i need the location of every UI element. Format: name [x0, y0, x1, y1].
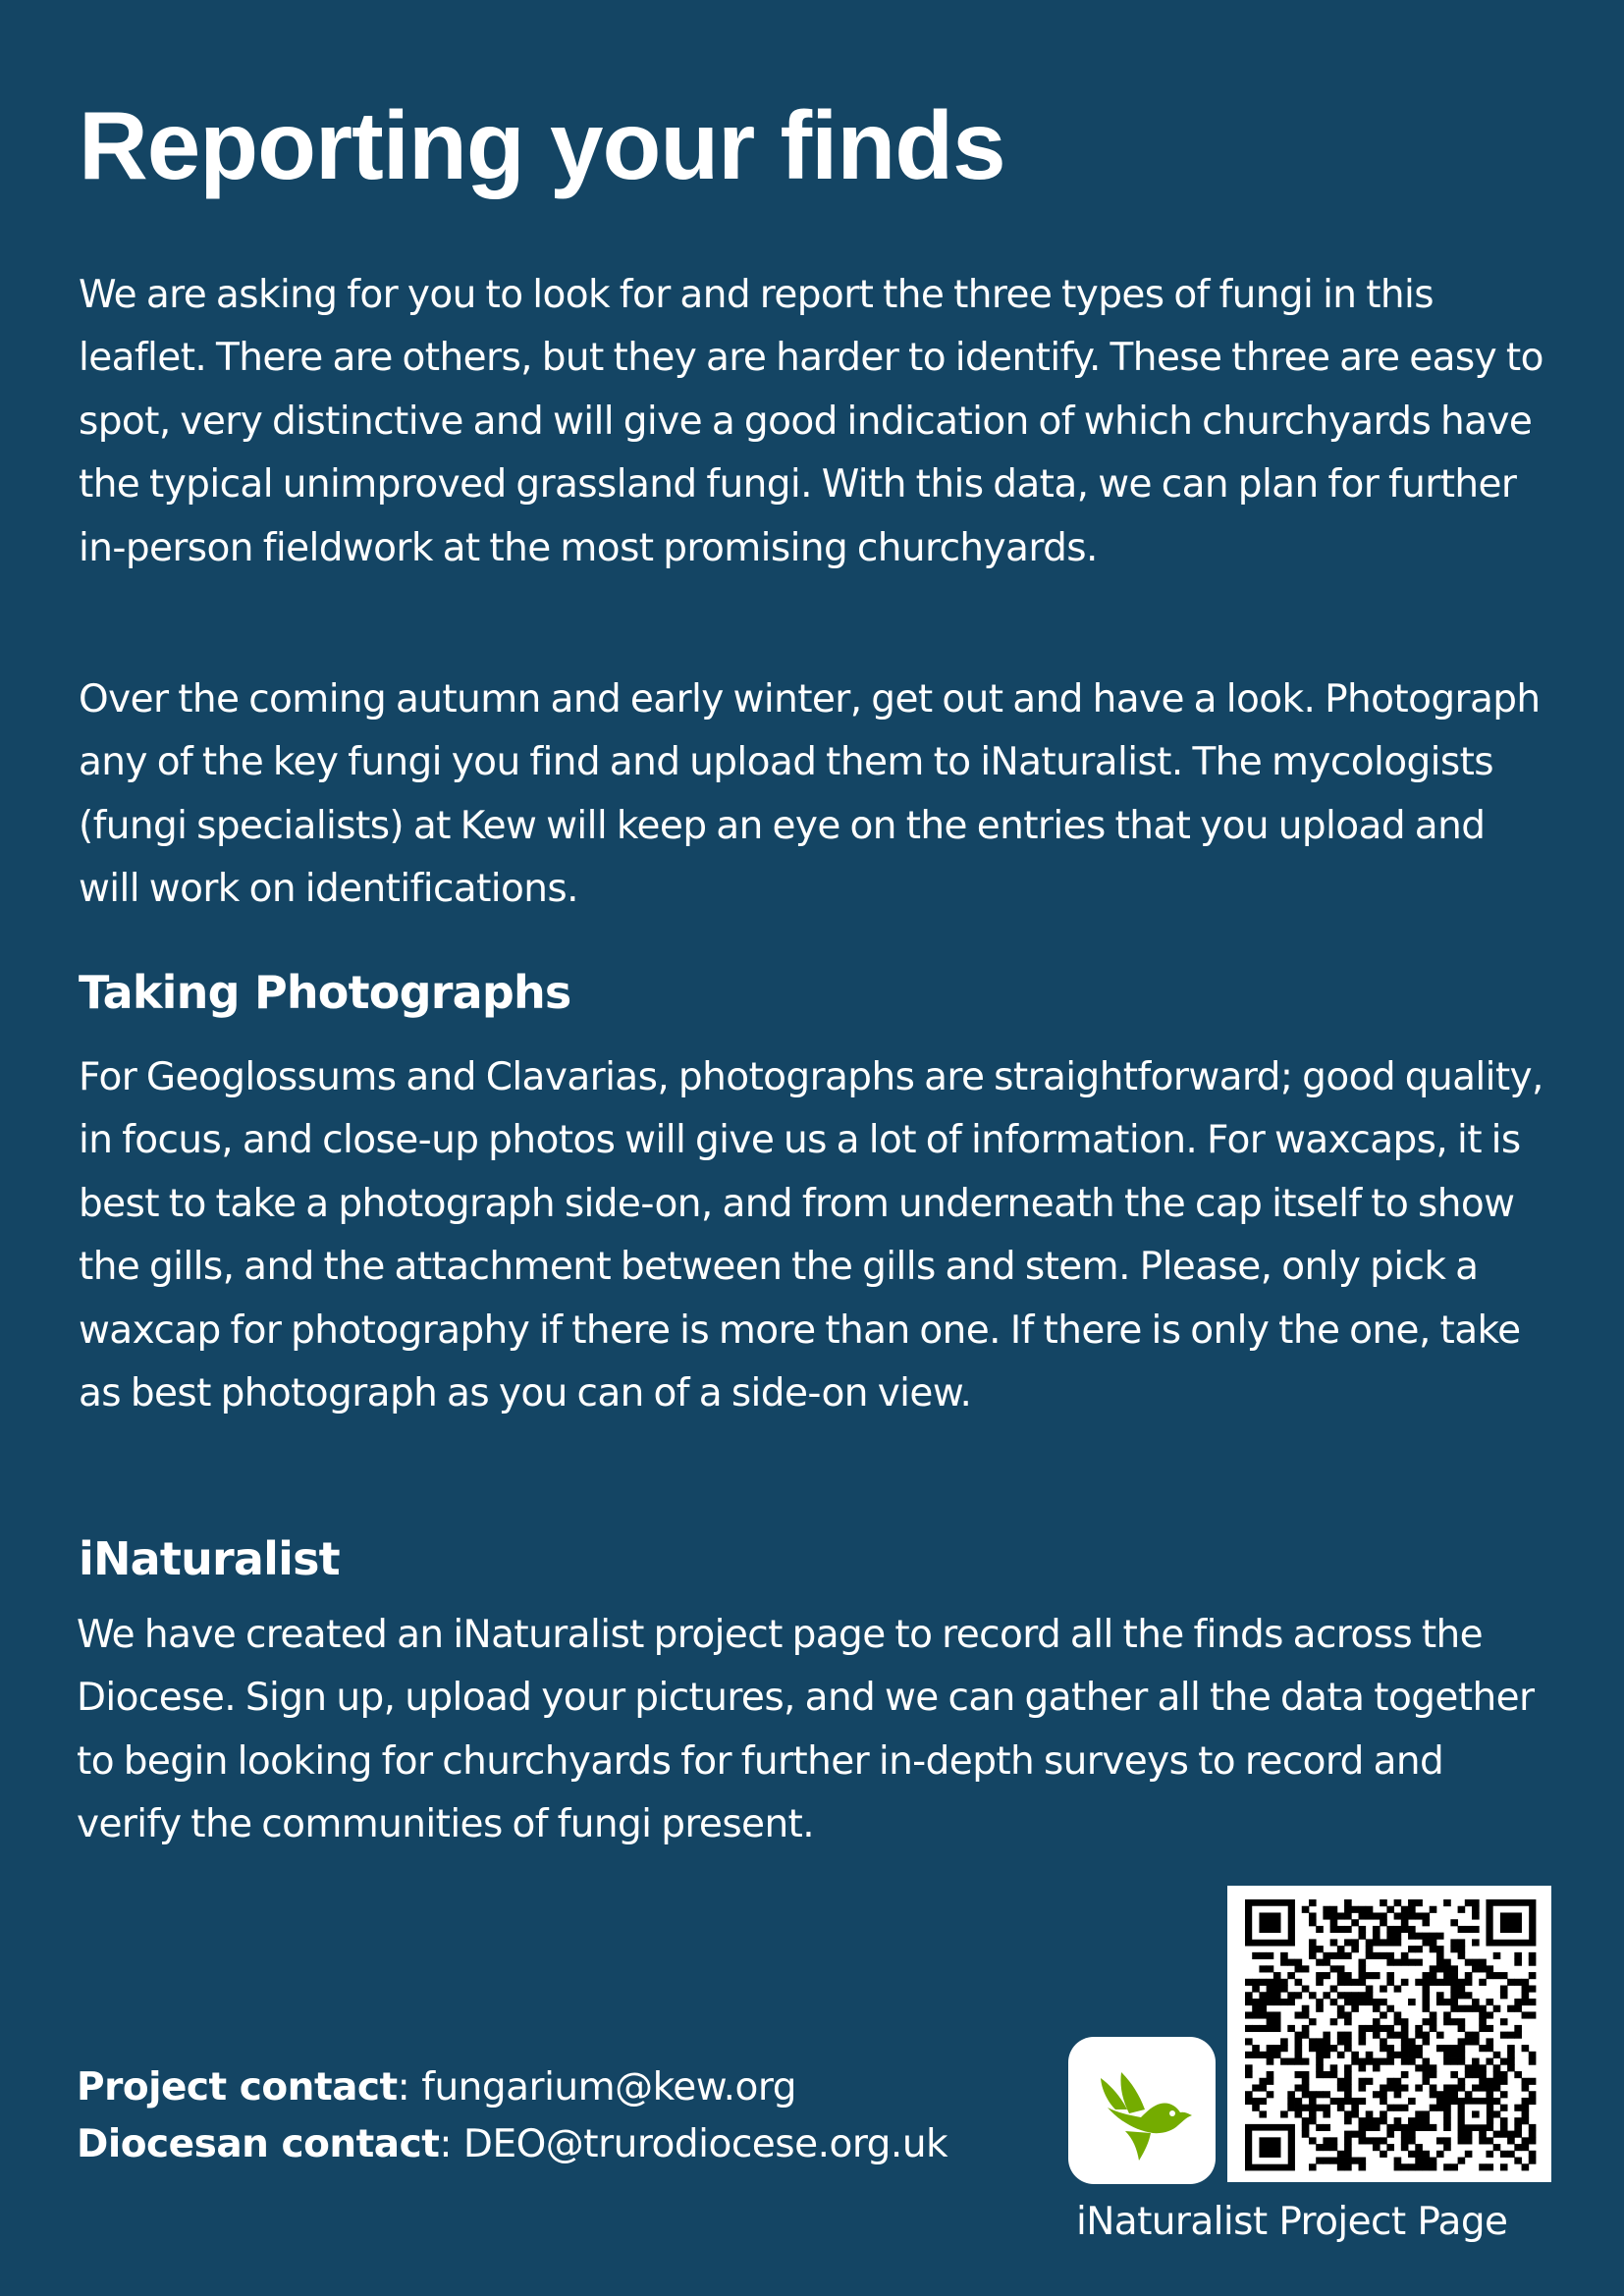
inaturalist-text: We have created an iNaturalist project page to record all the finds across the Diocese. Sign up, upload your pictures, and we can gather all the data together to begin looking for churchyards for further in-depth surveys to record and verify the communities of fungi present. [77, 1613, 1535, 1847]
qr-caption: iNaturalist Project Page [1076, 2200, 1508, 2244]
contacts-block [77, 2059, 947, 2173]
photographs-text: For Geoglossums and Clavarias, photographs are straightforward; good quality, in focus, and close-up photos will give us a lot of information. For waxcaps, it is best to take a photograph side-on, and from underneath the cap itself to show the gills, and the attachment between the gills and stem. Please, only pick a waxcap for photography if there is more than one. If there is only the one, take as best photograph as you can of a side-on view. [79, 1055, 1543, 1416]
inaturalist-heading: iNaturalist [79, 1532, 340, 1585]
project-contact: Project contact: fungarium@kew.org [77, 2065, 796, 2109]
intro-paragraph-2: Over the coming autumn and early winter, get out and have a look. Photograph any of the key fungi you find and upload them to iNaturalist. The mycologists (fungi specialists) at Kew will keep an eye on the entries that you upload and will work on identifications. [79, 677, 1541, 912]
diocesan-contact: Diocesan contact: DEO@trurodiocese.org.uk [77, 2122, 948, 2166]
project-contact-email[interactable]: fungarium@kew.org [421, 2065, 796, 2109]
intro-paragraph-1: We are asking for you to look for and report the three types of fungi in this leaflet. There are others, but they are harder to identify. These three are easy to spot, very distinctive and will give a good indication of which churchyards have the typical unimproved grassland fungi. With this data, we can plan for further in-person fieldwork at the most promising churchyards. [79, 273, 1543, 570]
inaturalist-bird-icon [1068, 2037, 1216, 2184]
photographs-heading: Taking Photographs [79, 966, 571, 1019]
qr-code[interactable] [1227, 1886, 1551, 2182]
project-contact-label: Project contact [77, 2065, 398, 2109]
page-title: Reporting your finds [79, 91, 1005, 199]
diocesan-contact-email[interactable]: DEO@trurodiocese.org.uk [462, 2122, 948, 2166]
diocesan-contact-label: Diocesan contact [77, 2122, 440, 2166]
